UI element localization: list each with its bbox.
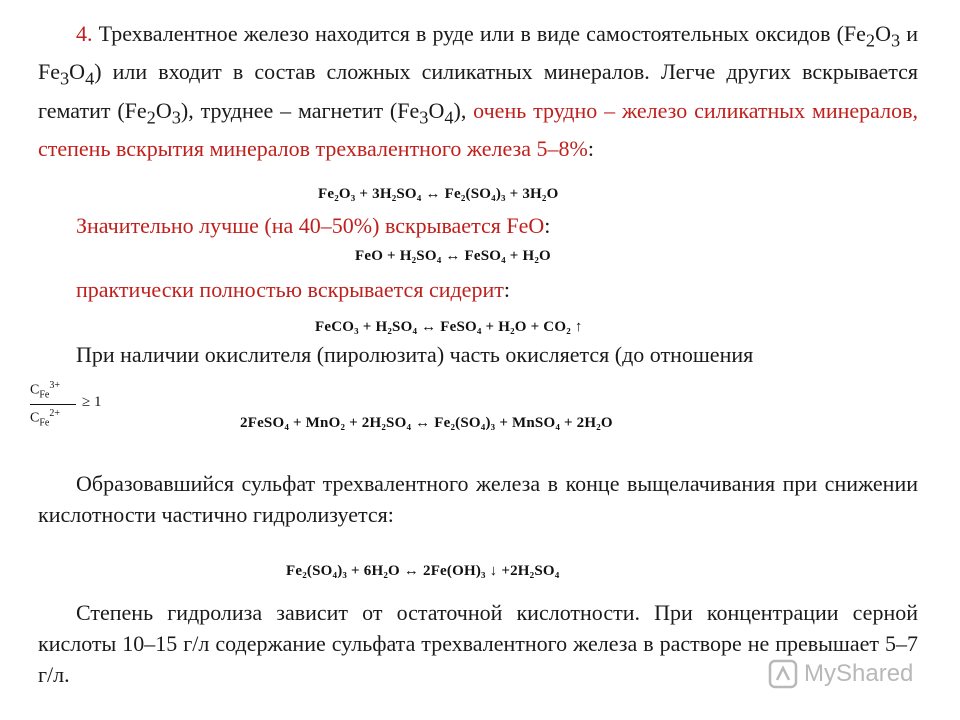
equation-hematite: Fe₂O₃ + 3H₂SO₄ ↔ Fe₂(SO₄)₃ + 3H₂O — [318, 186, 559, 202]
equation-hydrolysis: Fe₂(SO₄)₃ + 6H₂O ↔ 2Fe(OH)₃ ↓ +2H₂SO₄ — [286, 563, 560, 579]
equation-feo: FeO + H₂SO₄ ↔ FeSO₄ + H₂O — [355, 248, 551, 264]
item-number: 4. — [76, 21, 93, 46]
watermark-text: MyShared — [804, 660, 914, 687]
fraction-iron-ratio: $C_{Fe}^{3+}$ $C_{Fe}^{2+}$ ≥ 1 — [30, 380, 102, 429]
paragraph-iron-oxides: 4. Трехвалентное железо находится в руде или в виде самостоятельных оксидов ($Fe_2O_3$ и $Fe_3O_4$) или входит в состав сложных силикатных минералов. Легче других вскрывается гематит $(Fe_2O_3)$, труднее – магнетит $(Fe_3O_4)$, очень трудно – железо силикатных минералов, степень вскрытия минералов трехвалентного железа 5–8%: — [38, 21, 919, 162]
line-feo: Значительно лучше (на 40–50%) вскрывается FeO: — [76, 213, 551, 238]
paragraph-hydrolysis-degree: Степень гидролиза зависит от остаточной кислотности. При концентрации серной кислоты 10–15 г/л содержание сульфата трехвалентного железа в растворе не превышает 5–7 г/л. — [38, 600, 918, 687]
equation-pyrolusite: 2FeSO₄ + MnO₂ + 2H₂SO₄ ↔ Fe₂(SO₄)₃ + MnSO₄ + 2H₂O — [240, 415, 613, 431]
line-oxidizer: При наличии окислителя (пиролюзита) часть окисляется (до отношения — [76, 342, 754, 367]
myshared-logo-icon — [768, 659, 798, 689]
equation-siderite: FeCO₃ + H₂SO₄ ↔ FeSO₄ + H₂O + CO₂ ↑ — [315, 319, 583, 335]
paragraph-sulfate: Образовавшийся сульфат трехвалентного железа в конце выщелачивания при снижении кислотности частично гидролизуется: — [38, 471, 918, 527]
fraction-bar — [30, 404, 76, 405]
highlighted-text: очень трудно – железо силикатных минералов, степень вскрытия минералов трехвалентного железа 5–8% — [38, 97, 918, 162]
line-siderite: практически полностью вскрывается сидерит: — [76, 277, 510, 302]
watermark — [768, 656, 913, 692]
